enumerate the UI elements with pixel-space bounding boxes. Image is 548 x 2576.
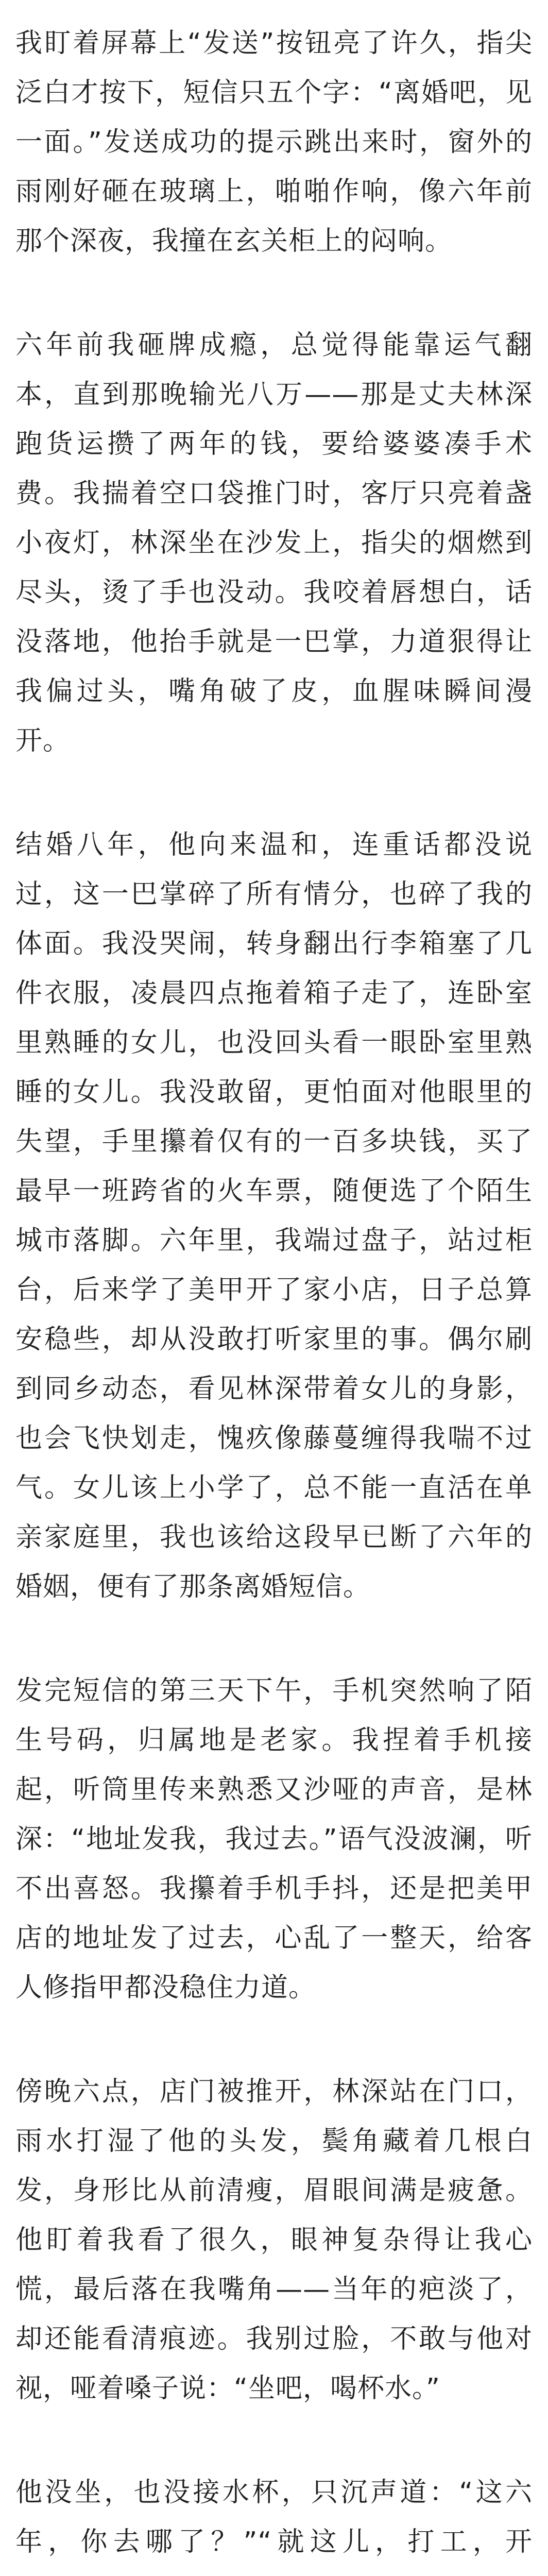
- paragraph-6: 他没坐，也没接水杯，只沉声道：“这六年，你去哪了？”“就这儿，打工，开: [15, 2477, 533, 2557]
- paragraph-5: 傍晚六点，店门被推开，林深站在门口，雨水打湿了他的头发，鬓角藏着几根白发，身形比从前清瘦，眉眼间满是疲惫。他盯着我看了很久，眼神复杂得让我心慌，最后落在我嘴角——当年的疤淡了，却还能看清痕迹。我别过脸，不敢与他对视，哑着嗓子说：“坐吧，喝杯水。”: [15, 2076, 533, 2404]
- paragraph-3: 结婚八年，他向来温和，连重话都没说过，这一巴掌碎了所有情分，也碎了我的体面。我没哭闹，转身翻出行李箱塞了几件衣服，凌晨四点拖着箱子走了，连卧室里熟睡的女儿，也没回头看一眼卧室里熟睡的女儿。我没敢留，更怕面对他眼里的失望，手里攥着仅有的一百多块钱，买了最早一班跨省的火车票，随便选了个陌生城市落脚。六年里，我端过盘子，站过柜台，后来学了美甲开了家小店，日子总算安稳些，却从没敢打听家里的事。偶尔刷到同乡动态，看见林深带着女儿的身影，也会飞快划走，愧疚像藤蔓缠得我喘不过气。女儿该上小学了，总不能一直活在单亲家庭里，我也该给这段早已断了六年的婚姻，便有了那条离婚短信。: [15, 829, 533, 1602]
- paragraph-4: 发完短信的第三天下午，手机突然响了陌生号码，归属地是老家。我捏着手机接起，听筒里传来熟悉又沙哑的声音，是林深：“地址发我，我过去。”语气没波澜，听不出喜怒。我攥着手机手抖，还是把美甲店的地址发了过去，心乱了一整天，给客人修指甲都没稳住力道。: [15, 1675, 533, 2003]
- paragraph-1: 我盯着屏幕上“发送”按钮亮了许久，指尖泛白才按下，短信只五个字：“离婚吧，见一面。”发送成功的提示跳出来时，窗外的雨刚好砸在玻璃上，啪啪作响，像六年前那个深夜，我撞在玄关柜上的闷响。: [15, 28, 533, 257]
- paragraph-2: 六年前我砸牌成瘾，总觉得能靠运气翻本，直到那晚输光八万——那是丈夫林深跑货运攒了两年的钱，要给婆婆凑手术费。我揣着空口袋推门时，客厅只亮着盏小夜灯，林深坐在沙发上，指尖的烟燃到尽头，烫了手也没动。我咬着唇想白，话没落地，他抬手就是一巴掌，力道狠得让我偏过头，嘴角破了皮，血腥味瞬间漫开。: [15, 330, 533, 756]
